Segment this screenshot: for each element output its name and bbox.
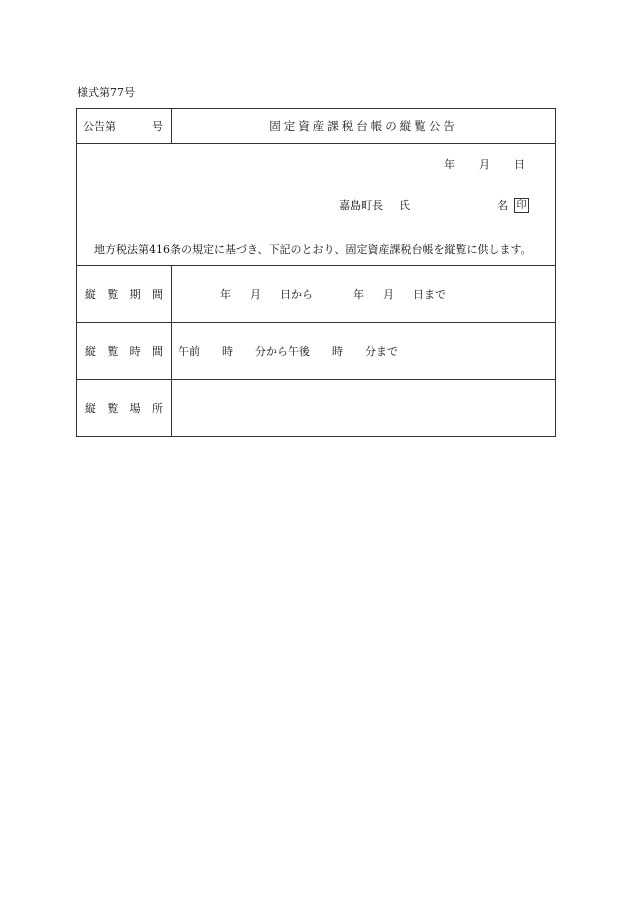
period-end-month: 月 [383, 288, 394, 301]
place-label-cell [77, 380, 172, 437]
hours-value-cell [172, 323, 556, 380]
period-end-year: 年 [353, 288, 364, 301]
issuer-line [339, 197, 529, 213]
period-row [77, 266, 556, 323]
period-label-cell [77, 266, 172, 323]
period-label: 縦 覧 期 間 [85, 288, 163, 301]
place-row [77, 380, 556, 437]
hours-value: 午前 時 分から午後 時 分まで [178, 345, 398, 358]
notice-number-cell [77, 109, 172, 144]
issuer-given-label: 名 [497, 199, 508, 212]
period-end-day: 日まで [413, 288, 446, 301]
issue-date [444, 156, 525, 172]
notice-body-row [77, 144, 556, 266]
date-month: 月 [479, 158, 490, 171]
header-row [77, 109, 556, 144]
date-year: 年 [444, 158, 455, 171]
title-cell [172, 109, 556, 144]
place-label: 縦 覧 場 所 [85, 402, 163, 415]
period-start-year: 年 [220, 288, 231, 301]
hours-label-cell [77, 323, 172, 380]
notice-body-cell [77, 144, 556, 266]
hours-label: 縦 覧 時 間 [85, 345, 163, 358]
notice-number [77, 118, 171, 134]
hours-row [77, 323, 556, 380]
seal-mark: 印 [514, 198, 529, 213]
date-day: 日 [514, 158, 525, 171]
period-value [172, 286, 555, 302]
notice-number-suffix: 号 [152, 120, 163, 133]
issuer-title: 嘉島町長 [339, 199, 383, 212]
period-value-cell [172, 266, 556, 323]
notice-title: 固定資産課税台帳の縦覧公告 [269, 119, 458, 133]
issuer-surname-label: 氏 [399, 199, 410, 212]
place-value-cell [172, 380, 556, 437]
notice-number-prefix: 公告第 [83, 120, 116, 133]
period-start-day: 日から [280, 288, 313, 301]
period-start-month: 月 [250, 288, 261, 301]
notice-statement: 地方税法第416条の規定に基づき、下記のとおり、固定資産課税台帳を縦覧に供します。 [94, 243, 532, 256]
form-number: 様式第77号 [77, 86, 135, 99]
notice-table [76, 108, 556, 437]
